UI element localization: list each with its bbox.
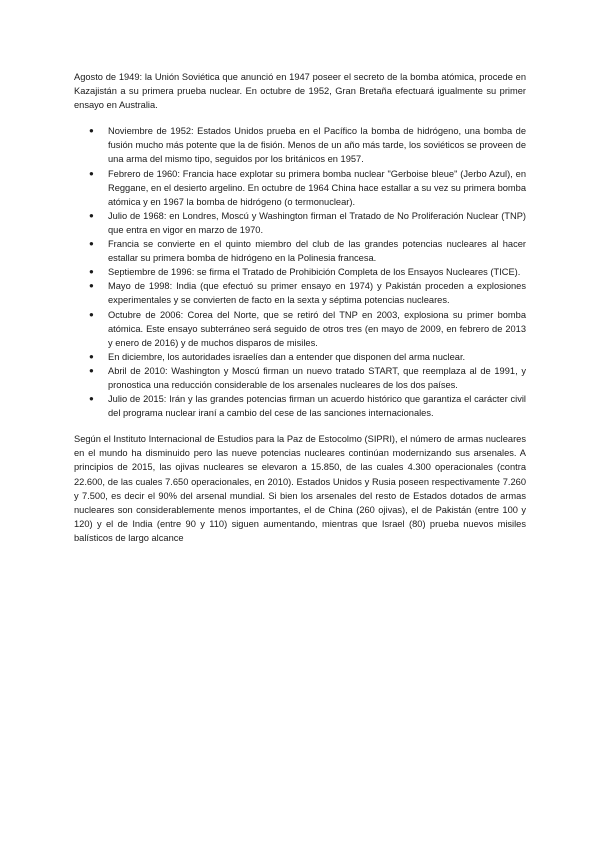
list-item-text: Francia se convierte en el quinto miembro del club de las grandes potencias nucleares al hacer estallar su primera bomba de hidrógeno en la Polinesia francesa. <box>108 239 526 264</box>
bullet-icon: ● <box>89 126 94 136</box>
document-page <box>74 70 526 545</box>
bullet-icon: ● <box>89 267 94 277</box>
list-item <box>89 279 526 307</box>
list-item <box>89 167 526 209</box>
list-item-text: Octubre de 2006: Corea del Norte, que se retiró del TNP en 2003, explosiona su primer bomba atómica. Este ensayo subterráneo será seguido de otros tres (en mayo de 2009, en febrero de 2013 y enero de 2016) y de muchos disparos de misiles. <box>108 309 526 348</box>
bullet-icon: ● <box>89 309 94 319</box>
list-item <box>89 392 526 420</box>
list-item-text: En diciembre, los autoridades israelíes dan a entender que disponen del arma nuclear. <box>108 351 466 362</box>
bullet-icon: ● <box>89 239 94 249</box>
list-item-text: Julio de 1968: en Londres, Moscú y Washington firman el Tratado de No Proliferación Nuclear (TNP) que entra en vigor en marzo de 1970. <box>108 210 526 235</box>
list-item-text: Julio de 2015: Irán y las grandes potencias firman un acuerdo histórico que garantiza el carácter civil del programa nuclear iraní a cambio del cese de las sanciones internacionales. <box>108 394 526 419</box>
list-item <box>89 364 526 392</box>
list-item-text: Septiembre de 1996: se firma el Tratado de Prohibición Completa de los Ensayos Nucleares (TICE). <box>108 267 521 278</box>
bullet-icon: ● <box>89 281 94 291</box>
list-item-text: Abril de 2010: Washington y Moscú firman un nuevo tratado START, que reemplaza al de 1991, y pronostica una reducción considerable de los arsenales nucleares de los dos países. <box>108 365 526 390</box>
bullet-icon: ● <box>89 365 94 375</box>
list-item <box>89 209 526 237</box>
intro-paragraph: Agosto de 1949: la Unión Soviética que anunció en 1947 poseer el secreto de la bomba atómica, procede en Kazajistán a su primera prueba nuclear. En octubre de 1952, Gran Bretaña efectuará igualmente su primer ensayo en Australia. <box>74 72 526 111</box>
bullet-icon: ● <box>89 210 94 220</box>
list-item <box>89 265 526 279</box>
list-item <box>89 237 526 265</box>
bullet-icon: ● <box>89 351 94 361</box>
list-item <box>89 124 526 166</box>
events-list <box>74 124 526 420</box>
closing-paragraph: Según el Instituto Internacional de Estudios para la Paz de Estocolmo (SIPRI), el número de armas nucleares en el mundo ha disminuido pero las nueve potencias nucleares continúan modernizando sus arsenales. A principios de 2015, las ojivas nucleares se elevaron a 15.850, de las cuales 4.300 operacionales (contra 22.600, de las cuales 7.650 operacionales, en 2010). Estados Unidos y Rusia poseen respectivamente 7.260 y 7.500, es decir el 90% del arsenal mundial. Si bien los arsenales del resto de Estados dotados de armas nucleares son considerablemente menos importantes, el de China (260 ojivas), el de Pakistán (entre 100 y 120) y el de India (entre 90 y 110) siguen aumentando, mientras que Israel (80) prueba nuevos misiles balísticos de largo alcance <box>74 434 526 543</box>
list-item-text: Febrero de 1960: Francia hace explotar su primera bomba nuclear "Gerboise bleue" (Jerbo Azul), en Reggane, en el desierto argelino. En octubre de 1964 China hace estallar a su vez su primera bomba atómica y en 1967 la bomba de hidrógeno (o termonuclear). <box>108 168 526 207</box>
bullet-icon: ● <box>89 168 94 178</box>
list-item <box>89 350 526 364</box>
list-item <box>89 308 526 350</box>
bullet-icon: ● <box>89 394 94 404</box>
list-item-text: Noviembre de 1952: Estados Unidos prueba en el Pacífico la bomba de hidrógeno, una bomba de fusión mucho más potente que la de fisión. Menos de un año más tarde, los soviéticos se proveen de una arma del mismo tipo, seguidos por los británicos en 1957. <box>108 126 526 165</box>
list-item-text: Mayo de 1998: India (que efectuó su primer ensayo en 1974) y Pakistán proceden a explosiones experimentales y se convierten de facto en la sexta y séptima potencias nucleares. <box>108 281 526 306</box>
